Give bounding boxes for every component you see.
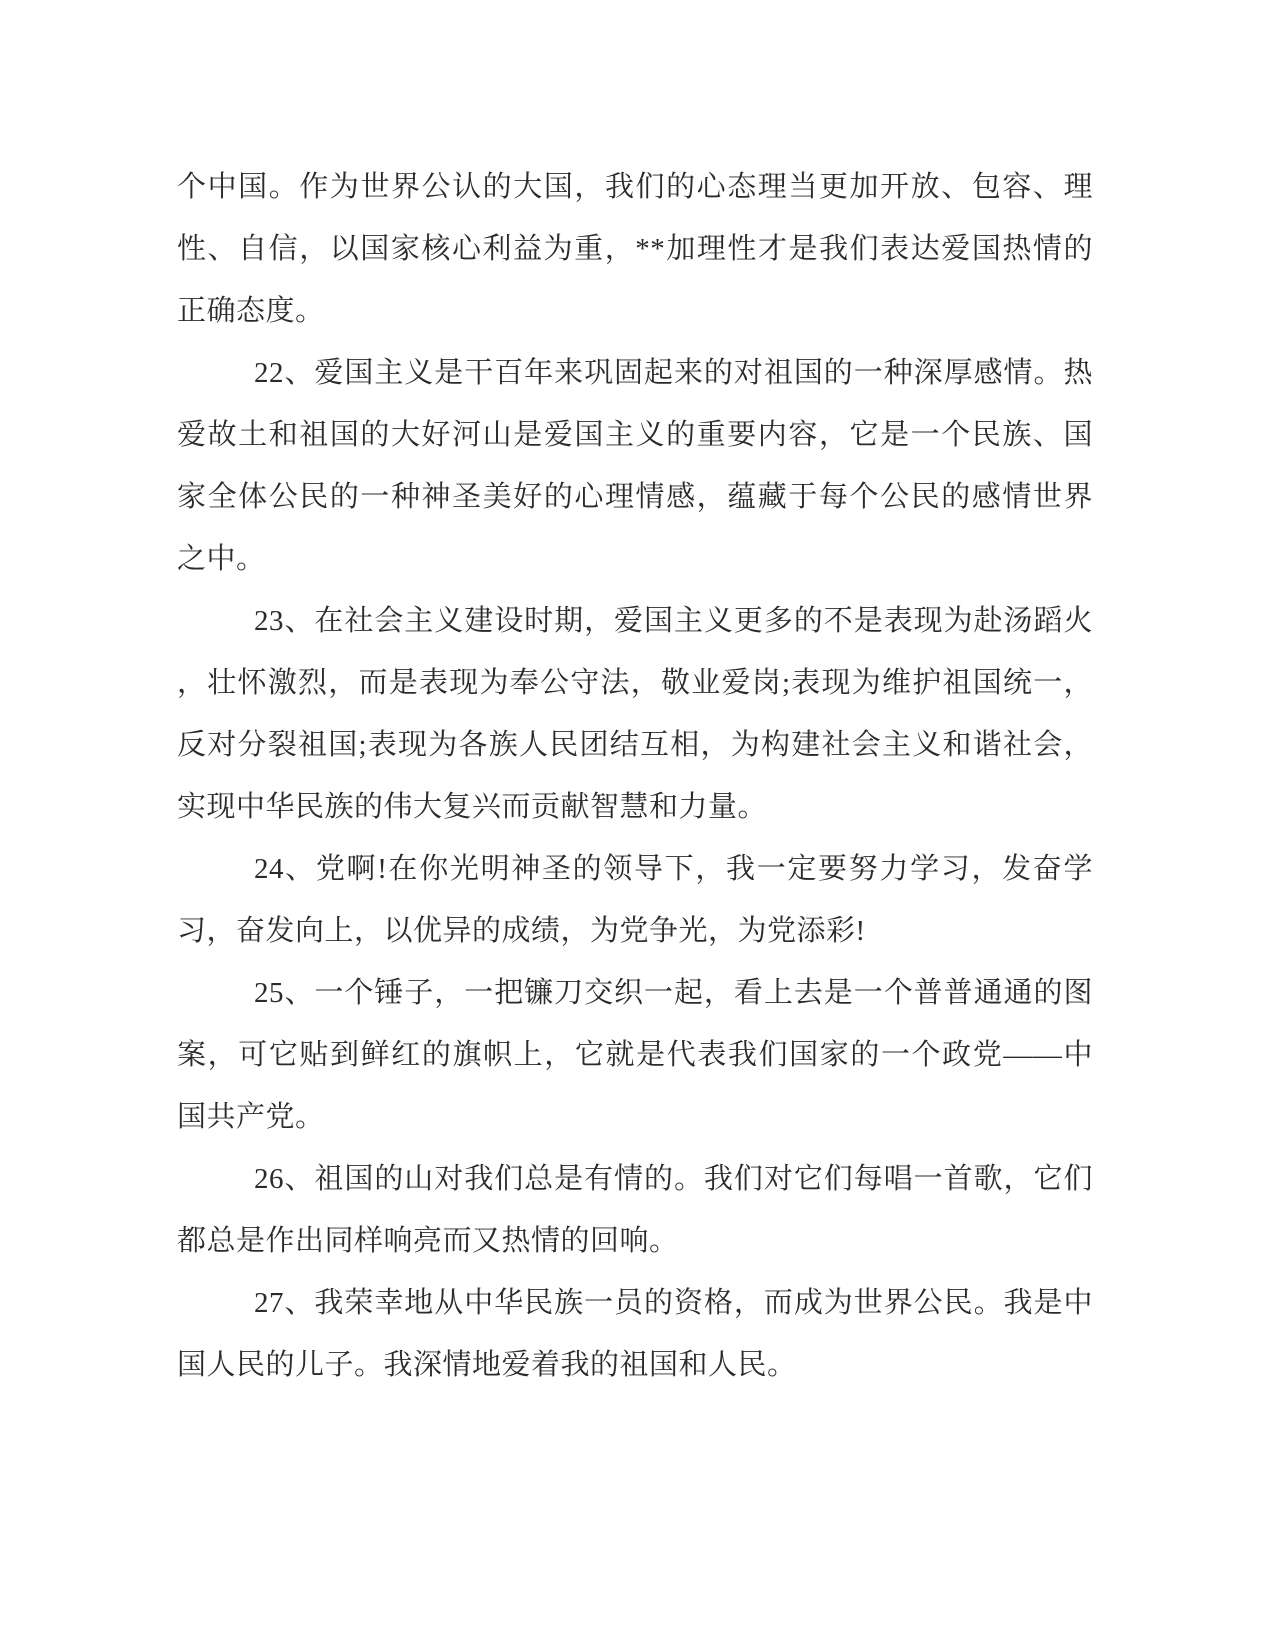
text-line: 24、党啊!在你光明神圣的领导下，我一定要努力学习，发奋学 <box>254 853 1093 885</box>
paragraph-item-25 <box>177 962 1093 1148</box>
text-line: ，壮怀激烈，而是表现为奉公守法，敬业爱岗;表现为维护祖国统一， <box>177 667 1093 699</box>
text-line: 22、爱国主义是干百年来巩固起来的对祖国的一种深厚感情。热 <box>254 357 1093 389</box>
text-line: 国人民的儿子。我深情地爱着我的祖国和人民。 <box>177 1349 797 1381</box>
text-line: 性、自信，以国家核心利益为重，**加理性才是我们表达爱国热情的 <box>177 233 1093 265</box>
paragraph-continuation <box>177 156 1093 342</box>
text-line: 23、在社会主义建设时期，爱国主义更多的不是表现为赴汤蹈火 <box>254 605 1093 637</box>
text-line: 正确态度。 <box>177 295 325 327</box>
paragraph-item-23 <box>177 590 1093 838</box>
text-line: 反对分裂祖国;表现为各族人民团结互相，为构建社会主义和谐社会， <box>177 729 1093 761</box>
text-line: 之中。 <box>177 543 266 575</box>
text-line: 25、一个锤子，一把镰刀交织一起，看上去是一个普普通通的图 <box>254 977 1093 1009</box>
text-line: 个中国。作为世界公认的大国，我们的心态理当更加开放、包容、理 <box>177 171 1093 203</box>
text-line: 习，奋发向上，以优异的成绩，为党争光，为党添彩! <box>177 915 866 947</box>
text-line: 家全体公民的一种神圣美好的心理情感，蕴藏于每个公民的感情世界 <box>177 481 1093 513</box>
text-line: 案，可它贴到鲜红的旗帜上，它就是代表我们国家的一个政党——中 <box>177 1039 1093 1071</box>
text-line: 27、我荣幸地从中华民族一员的资格，而成为世界公民。我是中 <box>254 1287 1093 1319</box>
paragraph-item-24 <box>177 838 1093 962</box>
text-line: 26、祖国的山对我们总是有情的。我们对它们每唱一首歌，它们 <box>254 1163 1093 1195</box>
paragraph-item-26 <box>177 1148 1093 1272</box>
text-line: 国共产党。 <box>177 1101 325 1133</box>
text-line: 实现中华民族的伟大复兴而贡献智慧和力量。 <box>177 791 768 823</box>
paragraph-item-22 <box>177 342 1093 590</box>
text-line: 爱故土和祖国的大好河山是爱国主义的重要内容，它是一个民族、国 <box>177 419 1093 451</box>
document-body <box>177 156 1093 1396</box>
paragraph-item-27 <box>177 1272 1093 1396</box>
text-line: 都总是作出同样响亮而又热情的回响。 <box>177 1225 679 1257</box>
